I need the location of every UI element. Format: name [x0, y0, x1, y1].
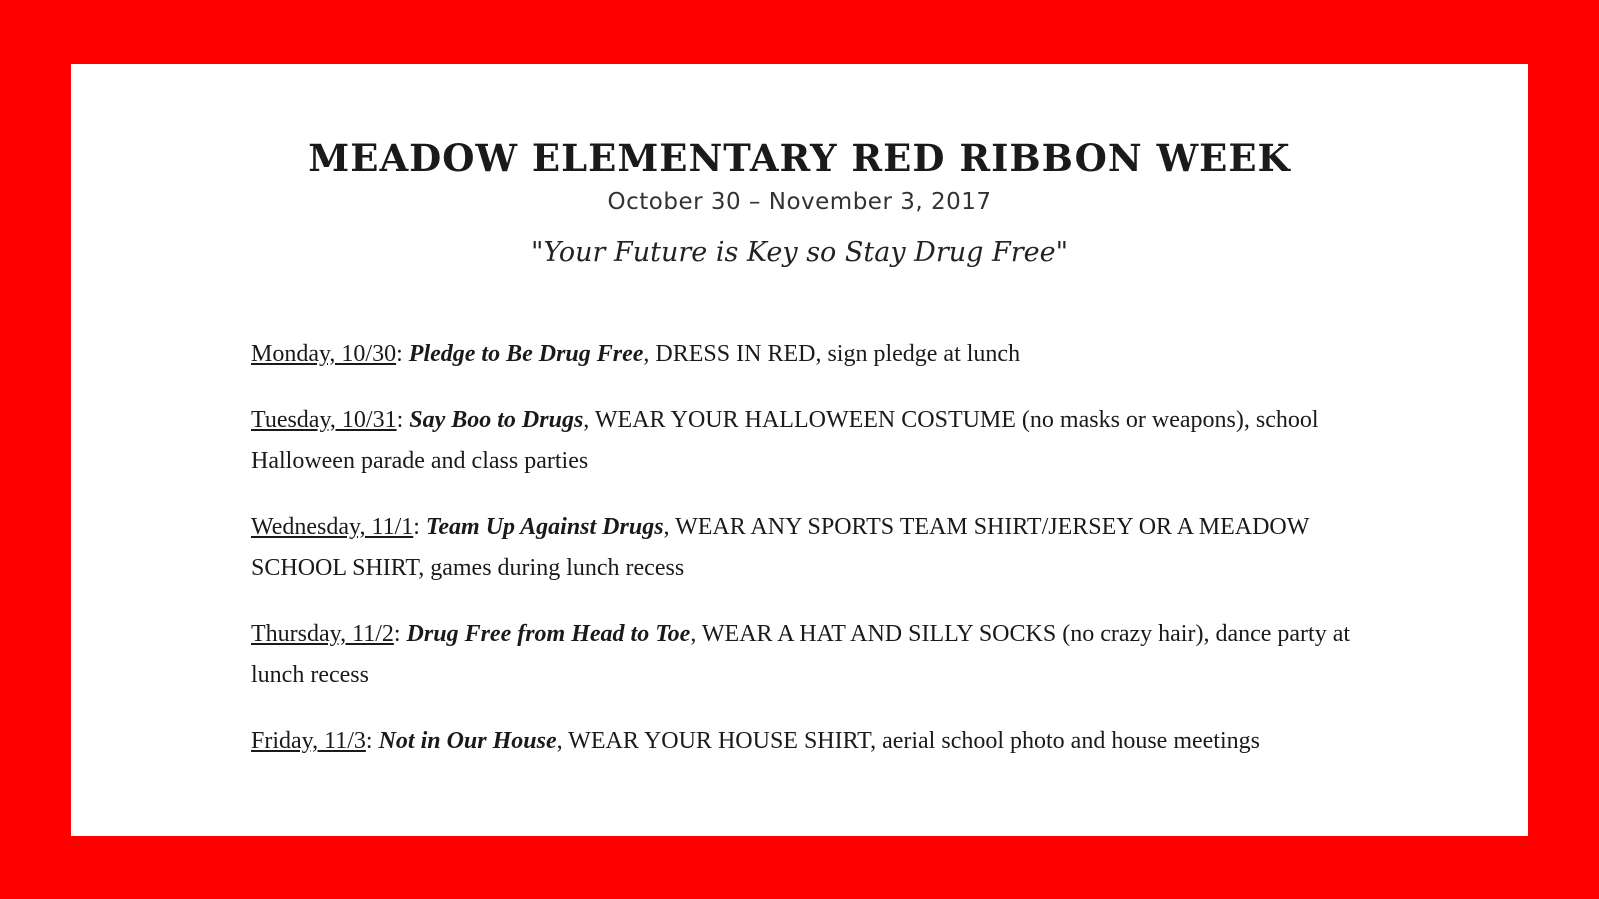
schedule-entry-monday: [251, 334, 1361, 375]
separator: :: [396, 341, 409, 367]
day-details: , DRESS IN RED, sign pledge at lunch: [643, 341, 1021, 367]
day-theme: Drug Free from Head to Toe: [406, 621, 691, 647]
flyer-page: [71, 64, 1528, 836]
separator: :: [365, 728, 379, 754]
flyer-title: MEADOW ELEMENTARY RED RIBBON WEEK: [308, 136, 1291, 180]
day-label: Thursday, 11/2: [251, 621, 394, 647]
schedule-entry-thursday: [251, 614, 1361, 696]
schedule-entry-tuesday: [251, 400, 1361, 482]
day-details: , WEAR ANY SPORTS TEAM SHIRT/JERSEY OR A MEADOW SCHOOL SHIRT, games during lunch recess: [251, 514, 1309, 581]
day-label: Wednesday, 11/1: [251, 514, 414, 540]
day-theme: Say Boo to Drugs: [409, 407, 584, 433]
day-theme: Not in Our House: [378, 728, 557, 754]
separator: :: [413, 514, 426, 540]
day-label: Friday, 11/3: [251, 728, 366, 754]
separator: :: [393, 621, 407, 647]
day-theme: Pledge to Be Drug Free: [408, 341, 644, 367]
schedule-entry-wednesday: [251, 507, 1361, 589]
day-details: , WEAR A HAT AND SILLY SOCKS (no crazy hair), dance party at lunch recess: [251, 621, 1351, 688]
day-label: Tuesday, 10/31: [251, 407, 397, 433]
day-theme: Team Up Against Drugs: [425, 514, 664, 540]
day-details: , WEAR YOUR HALLOWEEN COSTUME (no masks or weapons), school Halloween parade and class parties: [251, 407, 1319, 474]
schedule-entry-friday: [251, 721, 1361, 762]
schedule-list: [251, 334, 1361, 787]
event-dates: October 30 – November 3, 2017: [607, 189, 992, 215]
separator: :: [396, 407, 410, 433]
day-label: Monday, 10/30: [251, 341, 397, 367]
day-details: , WEAR YOUR HOUSE SHIRT, aerial school photo and house meetings: [556, 728, 1260, 754]
slogan: "Your Future is Key so Stay Drug Free": [531, 237, 1068, 268]
